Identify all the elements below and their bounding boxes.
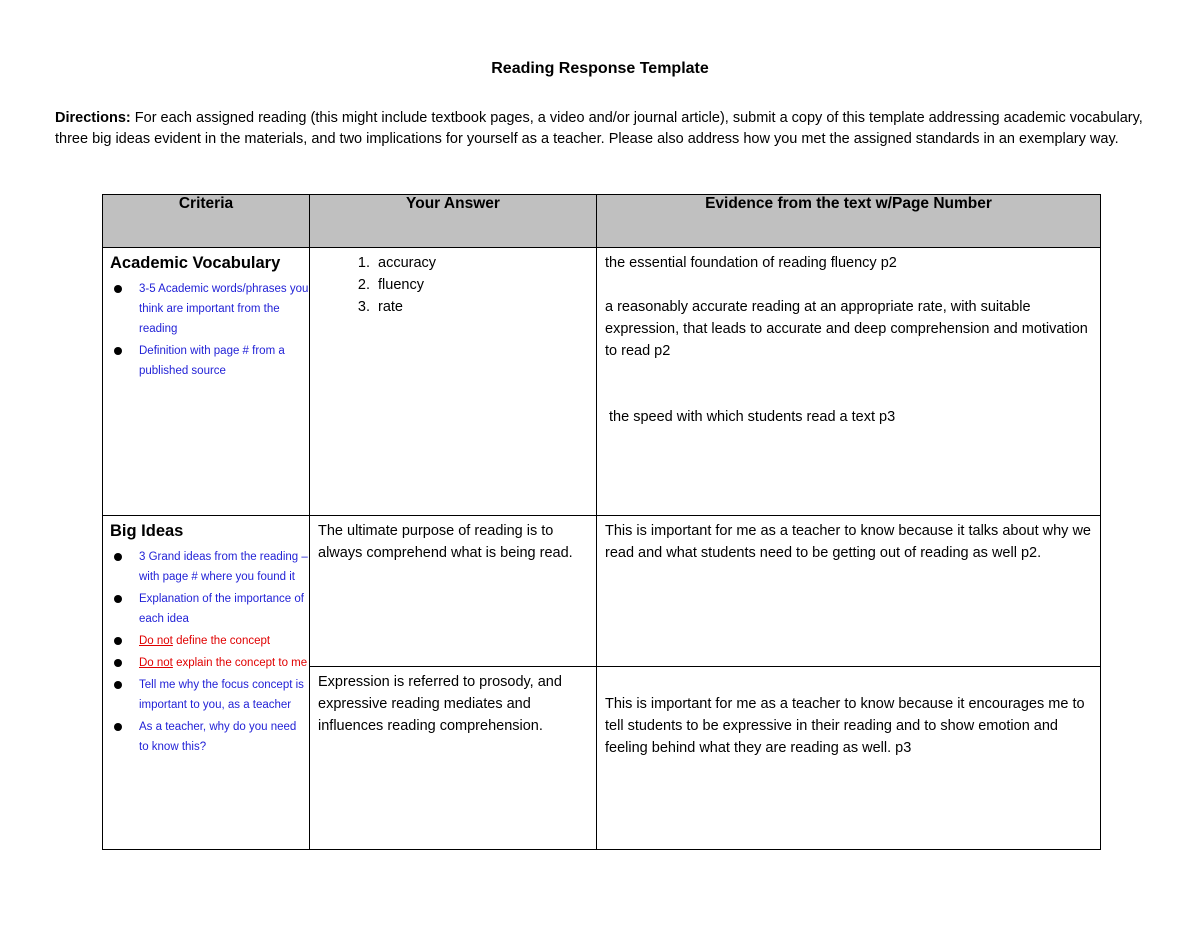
vocab-evidence: the speed with which students read a text p3 xyxy=(605,409,896,425)
vocab-bullet: 3-5 Academic words/phrases you think are important from the reading xyxy=(111,279,309,339)
big-ideas-bullet: 3 Grand ideas from the reading – with page # where you found it xyxy=(111,547,309,587)
big-ideas-answer-cell xyxy=(310,516,597,850)
header-your-answer: Your Answer xyxy=(310,195,597,248)
do-not-text: Do not xyxy=(139,657,173,669)
big-ideas-bullet: Tell me why the focus concept is important to you, as a teacher xyxy=(111,675,309,715)
bullet-rest: explain the concept to me xyxy=(172,657,308,669)
big-ideas-bullet xyxy=(111,631,309,651)
do-not-text: Do not xyxy=(139,635,173,647)
big-idea-answer-2: Expression is referred to prosody, and expressive reading mediates and influences reading comprehension. xyxy=(318,674,562,734)
big-idea-answer-1: The ultimate purpose of reading is to always comprehend what is being read. xyxy=(318,523,573,561)
big-ideas-bullet: As a teacher, why do you need to know this? xyxy=(111,717,309,757)
big-ideas-bullet: Explanation of the importance of each idea xyxy=(111,589,309,629)
vocab-item: 3. rate xyxy=(374,296,596,318)
vocab-row xyxy=(103,248,1101,516)
directions-label: Directions: xyxy=(55,110,131,126)
header-criteria: Criteria xyxy=(103,195,310,248)
page-title: Reading Response Template xyxy=(491,60,709,77)
directions xyxy=(55,108,1145,150)
big-idea-evidence-2: This is important for me as a teacher to know because it encourages me to tell students to be expressive in their reading and to show emotion and feeling behind what they are reading as well. p3 xyxy=(605,696,1085,756)
vocab-item: 1. accuracy xyxy=(374,252,596,274)
vocab-item: 2. fluency xyxy=(374,274,596,296)
vocab-list xyxy=(310,252,596,318)
vocab-bullets xyxy=(103,279,309,381)
directions-text: For each assigned reading (this might include textbook pages, a video and/or journal article), submit a copy of this template addressing academic vocabulary, three big ideas evident in the materials, and two implications for yourself as a teacher. Please also address how you met the assigned standards in an exemplary way. xyxy=(55,110,1143,147)
bullet-rest: define the concept xyxy=(172,635,271,647)
response-table xyxy=(102,194,1101,850)
big-idea-evidence-1: This is important for me as a teacher to know because it talks about why we read and what students need to be getting out of reading as well p2. xyxy=(605,523,1091,561)
vocab-title: Academic Vocabulary xyxy=(110,254,281,272)
big-ideas-criteria-cell xyxy=(103,516,310,850)
vocab-bullet: Definition with page # from a published source xyxy=(111,341,309,381)
header-evidence: Evidence from the text w/Page Number xyxy=(597,195,1101,248)
vocab-evidence-cell xyxy=(597,248,1101,516)
big-ideas-bullets xyxy=(103,547,309,757)
big-ideas-title: Big Ideas xyxy=(110,522,184,540)
vocab-evidence: the essential foundation of reading fluency p2 xyxy=(605,255,897,271)
big-ideas-bullet xyxy=(111,653,309,673)
vocab-answer-cell xyxy=(310,248,597,516)
vocab-evidence: a reasonably accurate reading at an appropriate rate, with suitable expression, that leads to accurate and deep comprehension and motivation to read p2 xyxy=(605,299,1088,359)
big-ideas-row xyxy=(103,516,1101,850)
big-ideas-evidence-cell xyxy=(597,516,1101,850)
vocab-criteria-cell xyxy=(103,248,310,516)
